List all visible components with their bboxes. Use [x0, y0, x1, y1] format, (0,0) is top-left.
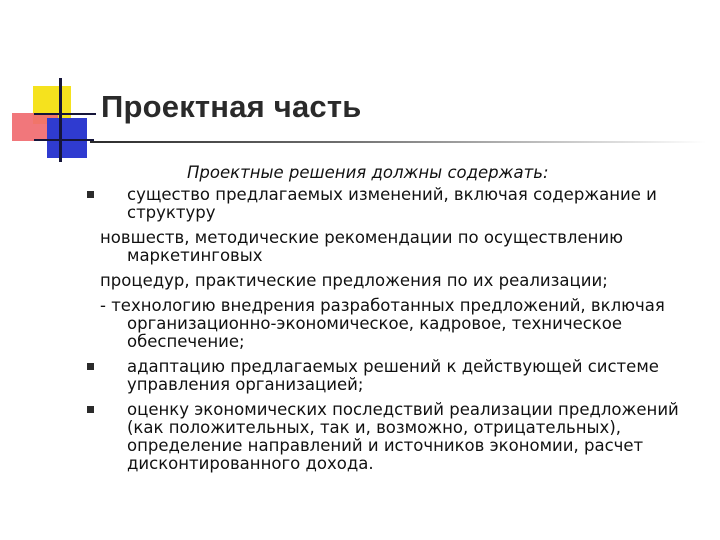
list-item	[100, 272, 700, 290]
list-item	[100, 297, 700, 351]
list-item	[100, 401, 700, 473]
list-item-text: процедур, практические предложения по их реализации;	[100, 271, 608, 290]
list-item	[100, 358, 700, 394]
list-item-text: существо предлагаемых изменений, включая содержание и структуру	[127, 185, 657, 222]
list-item-text: оценку экономических последствий реализации предложений (как положительных, так и, возможно, отрицательных), определение направлений и источников экономии, расчет дисконтированного дохода.	[127, 400, 679, 473]
decor-horizontal-line	[34, 139, 94, 141]
square-bullet-icon	[87, 191, 94, 198]
list-item-text: новшеств, методические рекомендации по осуществлению маркетинговых	[100, 228, 624, 265]
decor-horizontal-line	[34, 113, 96, 115]
list-item-text: - технологию внедрения разработанных предложений, включая организационно-экономическое, кадровое, техническое обеспечение;	[100, 296, 665, 351]
decor-vertical-line	[59, 78, 62, 162]
slide-subtitle: Проектные решения должны содержать:	[187, 163, 549, 182]
blue-square	[47, 118, 87, 158]
slide-body	[100, 186, 700, 480]
slide-title: Проектная часть	[101, 89, 362, 124]
title-underline	[90, 141, 706, 143]
list-item	[100, 229, 700, 265]
square-bullet-icon	[87, 406, 94, 413]
list-item-text: адаптацию предлагаемых решений к действующей системе управления организацией;	[127, 357, 659, 394]
list-item	[100, 186, 700, 222]
square-bullet-icon	[87, 363, 94, 370]
